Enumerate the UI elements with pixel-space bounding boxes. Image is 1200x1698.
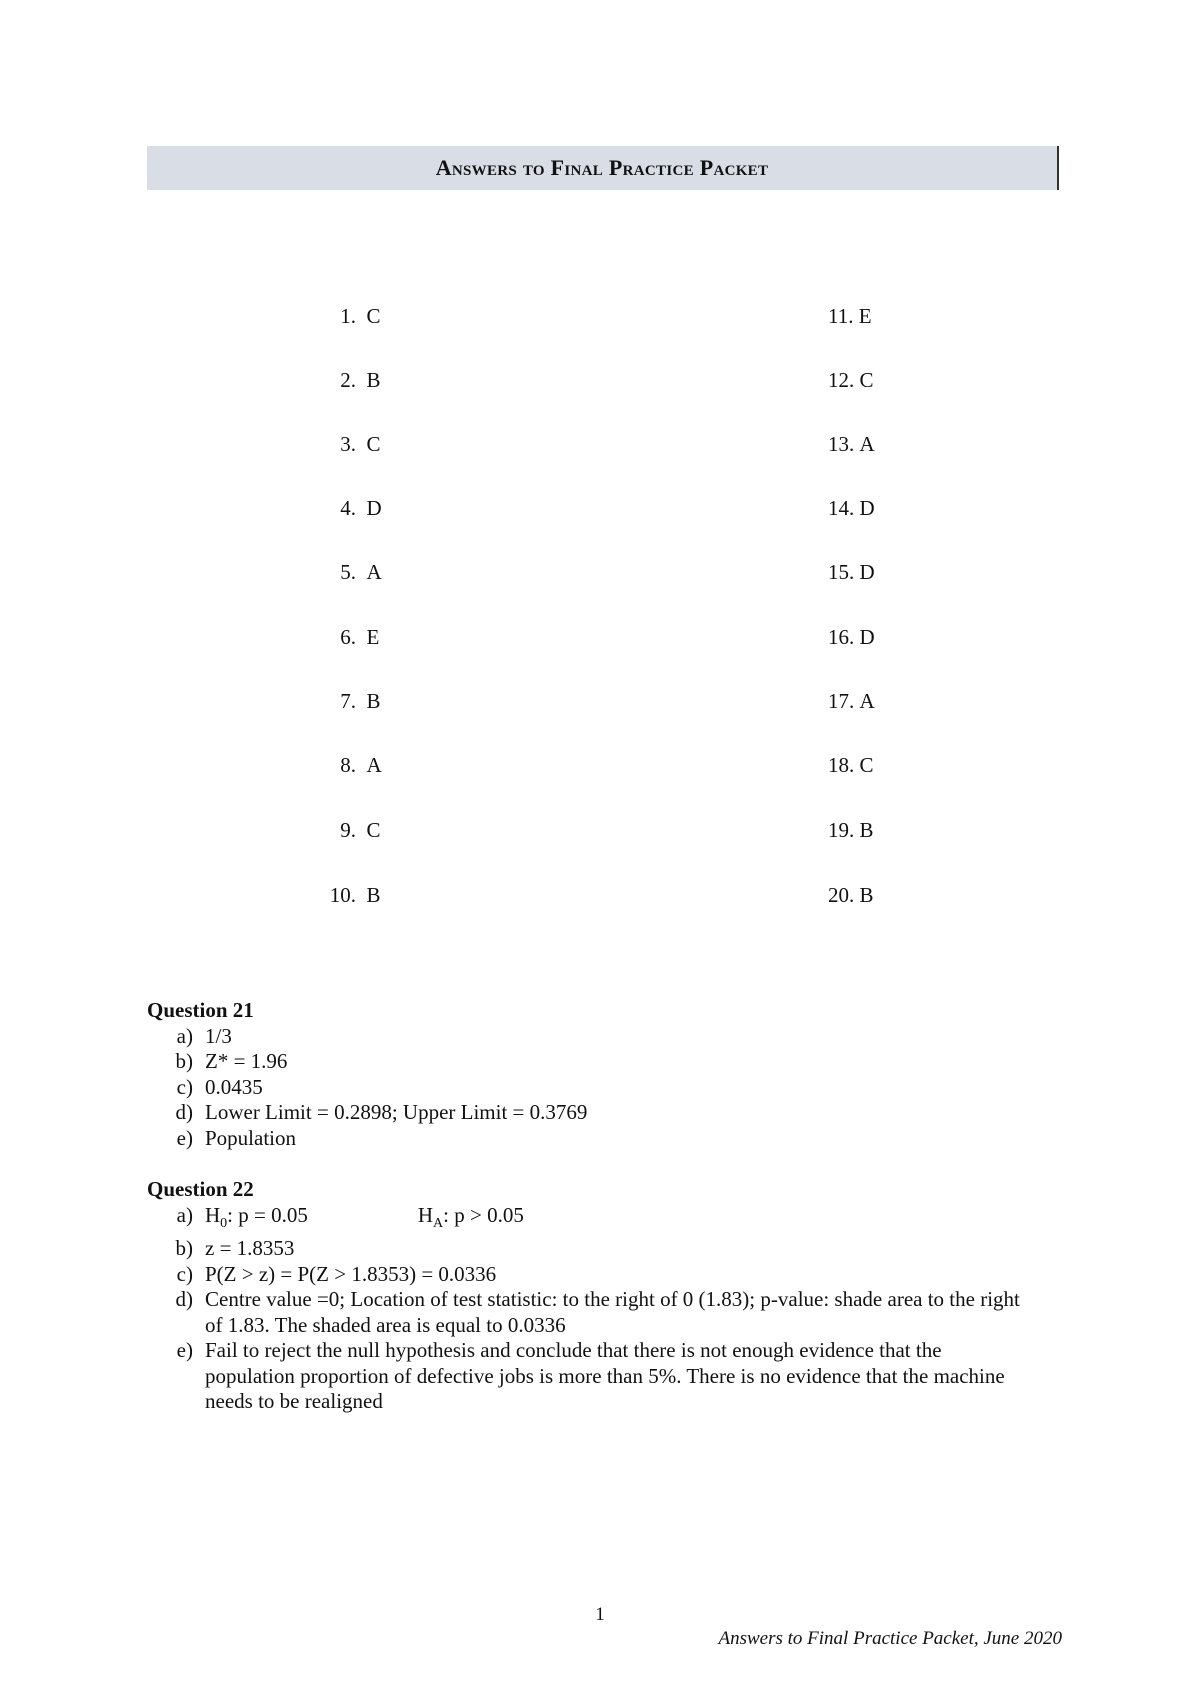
alt-hypothesis-symbol: H [417, 1202, 434, 1227]
answer-number: 18. [828, 753, 855, 777]
answer-number: 17. [828, 689, 855, 713]
item-text: P(Z > z) = P(Z > 1.8353) = 0.0336 [205, 1261, 497, 1286]
answer-letter: C [859, 753, 874, 777]
list-item [147, 1287, 1035, 1338]
answer-item [316, 560, 382, 585]
item-letter: c) [176, 1074, 193, 1099]
item-text: z = 1.8353 [205, 1236, 295, 1261]
list-item [147, 1262, 1035, 1288]
answer-number: 13. [828, 432, 855, 456]
item-letter: e) [176, 1125, 193, 1150]
answer-letter: A [859, 432, 875, 456]
answer-number: 9. [340, 818, 356, 842]
list-item [147, 1338, 1035, 1415]
answer-number: 15. [828, 560, 855, 584]
answer-item [828, 625, 875, 650]
item-text: Z* = 1.96 [205, 1049, 288, 1073]
page-number: 1 [595, 1604, 605, 1625]
answer-letter: E [366, 625, 380, 649]
item-text: Fail to reject the null hypothesis and conclude that there is not enough evidence that the population proportion of defective jobs is more than 5%. There is no evidence that the machine needs to be realigned [205, 1338, 1005, 1414]
answer-item [316, 818, 381, 843]
item-letter: d) [175, 1287, 193, 1312]
answer-number: 20. [828, 883, 855, 907]
item-text: Lower Limit = 0.2898; Upper Limit = 0.3769 [205, 1100, 588, 1124]
answer-letter: B [366, 689, 381, 713]
answer-letter: B [859, 818, 874, 842]
answer-letter: C [366, 304, 381, 328]
answer-item [828, 432, 875, 457]
answer-number: 4. [340, 496, 356, 520]
answer-letter: B [366, 883, 381, 907]
answer-letter: A [366, 753, 382, 777]
answer-number: 12. [828, 368, 855, 392]
hypotheses [205, 1203, 1035, 1237]
answer-letter: B [366, 368, 381, 392]
answer-letter: D [859, 496, 875, 520]
answer-letter: D [366, 496, 382, 520]
question-title: Question 22 [147, 1177, 254, 1201]
answer-item [316, 496, 382, 521]
answer-item [316, 689, 381, 714]
null-hypothesis-subscript: 0 [220, 1215, 228, 1231]
answer-item [316, 432, 381, 457]
answer-item [828, 689, 875, 714]
alt-hypothesis-text: : p > 0.05 [443, 1202, 524, 1227]
answer-number: 5. [340, 560, 356, 584]
answer-item [828, 304, 872, 329]
answer-number: 11. [828, 304, 854, 328]
answer-letter: D [859, 560, 875, 584]
null-hypothesis-text: : p = 0.05 [227, 1202, 308, 1227]
item-letter: d) [175, 1100, 193, 1124]
question-22 [147, 1177, 1035, 1415]
answer-number: 8. [340, 753, 356, 777]
answer-letter: B [859, 883, 874, 907]
answer-item [316, 625, 379, 650]
answer-item [828, 883, 874, 908]
item-letter: b) [175, 1236, 193, 1261]
answer-number: 1. [340, 304, 356, 328]
answer-number: 3. [340, 432, 356, 456]
answer-item [828, 368, 874, 393]
title-bar [147, 146, 1059, 190]
list-item [147, 1126, 1035, 1152]
item-letter: e) [176, 1338, 193, 1363]
answer-number: 6. [340, 625, 356, 649]
answer-item [828, 818, 874, 843]
answer-item [828, 496, 875, 521]
answer-number: 2. [340, 368, 356, 392]
question-21 [147, 998, 1035, 1151]
list-item [147, 1236, 1035, 1262]
answer-letter: C [366, 432, 381, 456]
answer-letter: A [366, 560, 382, 584]
item-text: 1/3 [205, 1023, 232, 1048]
list-item [147, 1100, 1035, 1126]
list-item [147, 1049, 1035, 1075]
answer-item [316, 883, 381, 908]
item-letter: c) [176, 1261, 193, 1286]
footer-text: Answers to Final Practice Packet, June 2020 [718, 1628, 1062, 1649]
answer-number: 19. [828, 818, 855, 842]
answer-item [316, 368, 381, 393]
question-title: Question 21 [147, 998, 254, 1022]
list-item [147, 1203, 1035, 1237]
null-hypothesis-symbol: H [205, 1202, 221, 1227]
answer-number: 10. [329, 883, 356, 907]
answer-letter: A [859, 689, 875, 713]
list-item [147, 1024, 1035, 1050]
answer-letter: E [858, 304, 872, 328]
alt-hypothesis-subscript: A [433, 1215, 444, 1231]
answer-item [828, 753, 874, 778]
answer-number: 16. [828, 625, 855, 649]
item-text: Population [205, 1125, 297, 1150]
answer-letter: C [859, 368, 874, 392]
list-item [147, 1075, 1035, 1101]
item-letter: a) [176, 1202, 193, 1227]
item-letter: a) [176, 1023, 193, 1048]
answer-number: 14. [828, 496, 855, 520]
answer-number: 7. [340, 689, 356, 713]
item-text: 0.0435 [205, 1074, 263, 1099]
answer-item [828, 560, 875, 585]
item-text: Centre value =0; Location of test statistic: to the right of 0 (1.83); p-value: shade area to the right of 1.83. The shaded area is equal to 0.0336 [205, 1287, 1020, 1337]
answer-item [316, 753, 382, 778]
answer-letter: D [859, 625, 875, 649]
answer-letter: C [366, 818, 381, 842]
page-title: Answers to Final Practice Packet [435, 155, 769, 180]
item-letter: b) [175, 1049, 193, 1073]
answer-item [316, 304, 381, 329]
